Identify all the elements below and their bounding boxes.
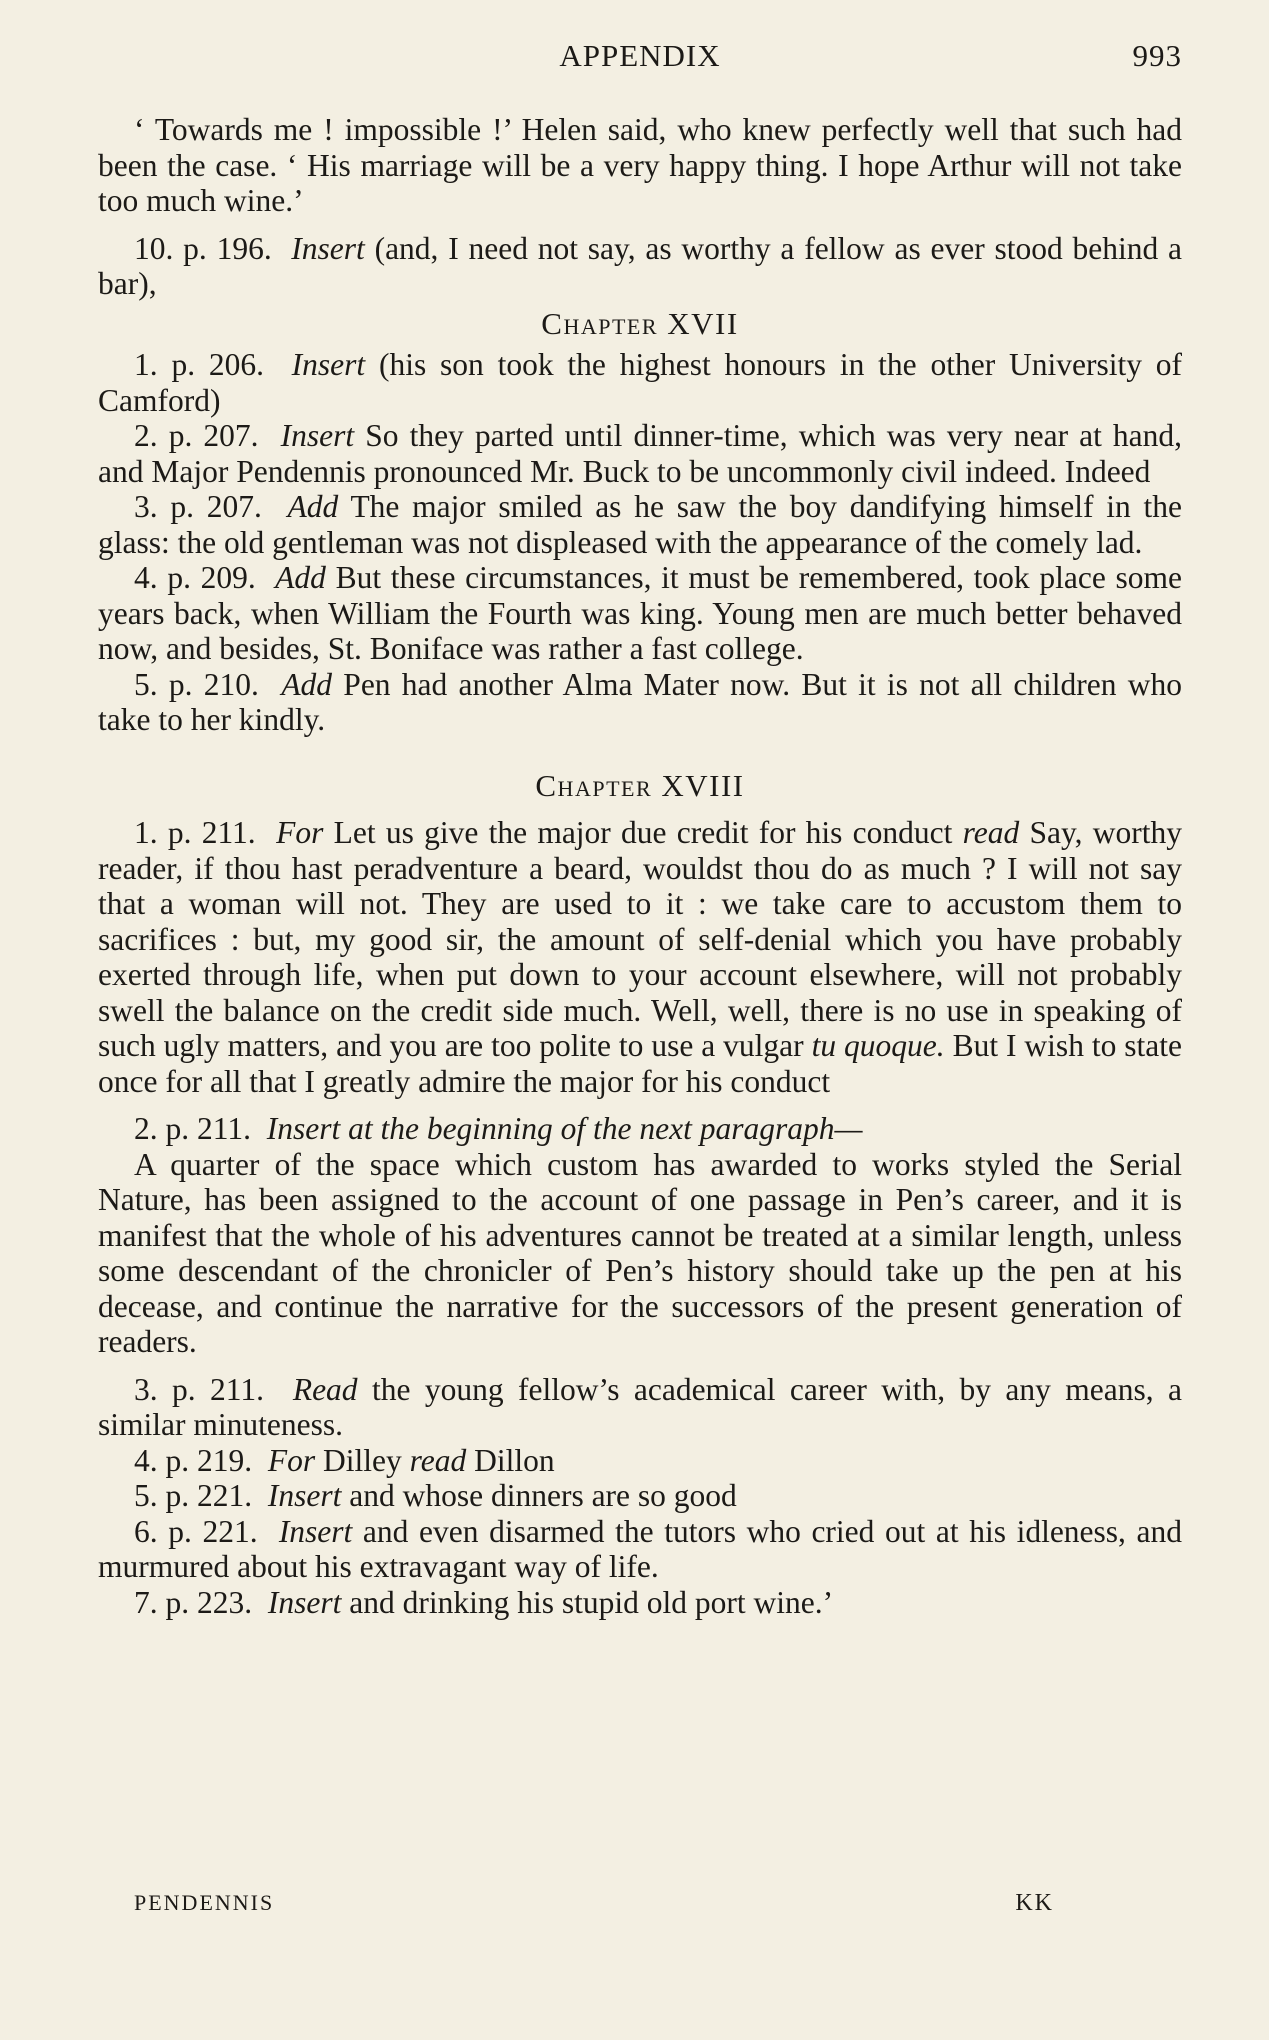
note-ch17-4 [98,560,1182,667]
note-text: Let us give the major due credit for his conduct [333,815,953,850]
note-ref: 5. p. 210. [134,666,259,702]
note-ch18-5 [98,1478,1182,1514]
note-text: and even disarmed the tutors who cried out at his idleness, and murmured about his extravagant way of life. [98,1513,1183,1584]
note-ch18-1 [98,815,1182,1099]
note-text: So they parted until dinner-time, which was very near at hand, and Major Pendennis pronounced Mr. Buck to be uncommonly civil indeed. Indeed [98,418,1183,489]
note-ref: 3. p. 207. [134,489,262,524]
note-ch18-4 [98,1443,1182,1479]
paragraph-helen [98,112,1182,219]
note-text: Dilley [323,1442,402,1478]
note-text: Say, worthy reader, if thou hast peradventure a beard, wouldst thou do as much ? I will not say that a woman will not. They are used to it : we take care to accustom them to sacrifices : but, my good sir, the amount of self-denial which you have probably exerted through life, when put down to your account elsewhere, will not probably swell the balance on the credit side much. Well, well, there is no use in speaking of such ugly matters, and you are too polite to use a vulgar [98,815,1183,1063]
note-label: Add [287,489,339,524]
note-label: Insert [280,418,355,453]
note-label: Insert [291,347,366,382]
signature-mark: KK [1015,1890,1054,1916]
page-number: 993 [1132,38,1182,73]
note-label: For [267,1442,316,1478]
running-head [98,38,1182,82]
note-ref: 4. p. 209. [134,560,256,595]
note-label: read [962,815,1020,850]
note-text: Dillon [474,1442,555,1478]
note-ch18-2 [98,1111,1182,1147]
note-text: (and, I need not say, as worthy a fellow as ever stood behind a bar), [98,230,1183,301]
note-text: the young fellow’s academical career with, by any means, a similar minuteness. [98,1371,1183,1442]
note-ch16-10 [98,231,1182,302]
note-text: But these circumstances, it must be remembered, took place some years back, when William the Fourth was king. Young men are much better behaved now, and besides, St. Boniface was rather a fast college. [98,560,1182,666]
chapter-heading-xviii: Chapter XVIII [535,767,745,803]
note-label: Insert [267,1478,342,1513]
note-label: Insert [291,230,365,266]
latin-phrase: tu quoque. [811,1028,945,1063]
note-text: and whose dinners are so good [349,1478,737,1513]
note-ch18-3 [98,1372,1182,1443]
note-label: Insert [267,1584,342,1620]
note-label: Insert at the beginning of the next paragraph— [266,1111,863,1146]
note-ref: 6. p. 221. [134,1513,258,1549]
note-ref: 2. p. 207. [134,418,259,453]
note-ref: 1. p. 211. [134,815,256,850]
signature-left: PENDENNIS [134,1890,275,1915]
note-ch18-6 [98,1514,1182,1585]
note-ch17-2 [98,418,1182,489]
paragraph-text: ‘ Towards me ! impossible !’ Helen said, who knew perfectly well that such had been the case. ‘ His marriage will be a very happy thing. I hope Arthur will not take too much wine.’ [98,112,1182,218]
note-ref: 3. p. 211. [134,1371,265,1407]
running-head-title: APPENDIX [559,38,721,73]
body-text [98,112,1182,1620]
note-label: For [276,815,324,850]
note-text: (his son took the highest honours in the other University of Camford) [98,347,1183,418]
note-label: Add [275,560,326,595]
note-ch17-1 [98,347,1182,418]
page-footer [134,1890,1054,1916]
note-ch18-2-text [98,1147,1182,1360]
note-text: A quarter of the space which custom has awarded to works styled the Serial Nature, has been assigned to the account of one passage in Pen’s career, and it is manifest that the whole of his adventures cannot be treated at a similar length, unless some descendant of the chronicler of Pen’s history should take up the pen at his decease, and continue the narrative for the successors of the present generation of readers. [98,1146,1182,1359]
chapter-heading-xvii: Chapter XVII [541,305,739,341]
note-label: Add [281,666,333,702]
note-ref: 1. p. 206. [134,347,265,382]
note-ch17-3 [98,489,1182,560]
note-text: The major smiled as he saw the boy dandifying himself in the glass: the old gentleman was not displeased with the appearance of the comely lad. [98,489,1183,560]
note-ref: 10. p. 196. [134,230,272,266]
note-ref: 4. p. 219. [134,1442,253,1478]
note-ch18-7 [98,1585,1182,1621]
note-ref: 7. p. 223. [134,1584,253,1620]
note-ref: 5. p. 221. [134,1478,253,1513]
note-ch17-5 [98,667,1182,738]
note-text: Pen had another Alma Mater now. But it is not all children who take to her kindly. [98,666,1183,737]
note-label: Read [292,1371,358,1407]
note-ref: 2. p. 211. [134,1111,251,1146]
note-text: and drinking his stupid old port wine.’ [349,1584,834,1620]
note-label: Insert [278,1513,353,1549]
note-text: But I wish to state once for all that I greatly admire the major for his conduct [98,1028,1183,1099]
note-label: read [409,1442,467,1478]
